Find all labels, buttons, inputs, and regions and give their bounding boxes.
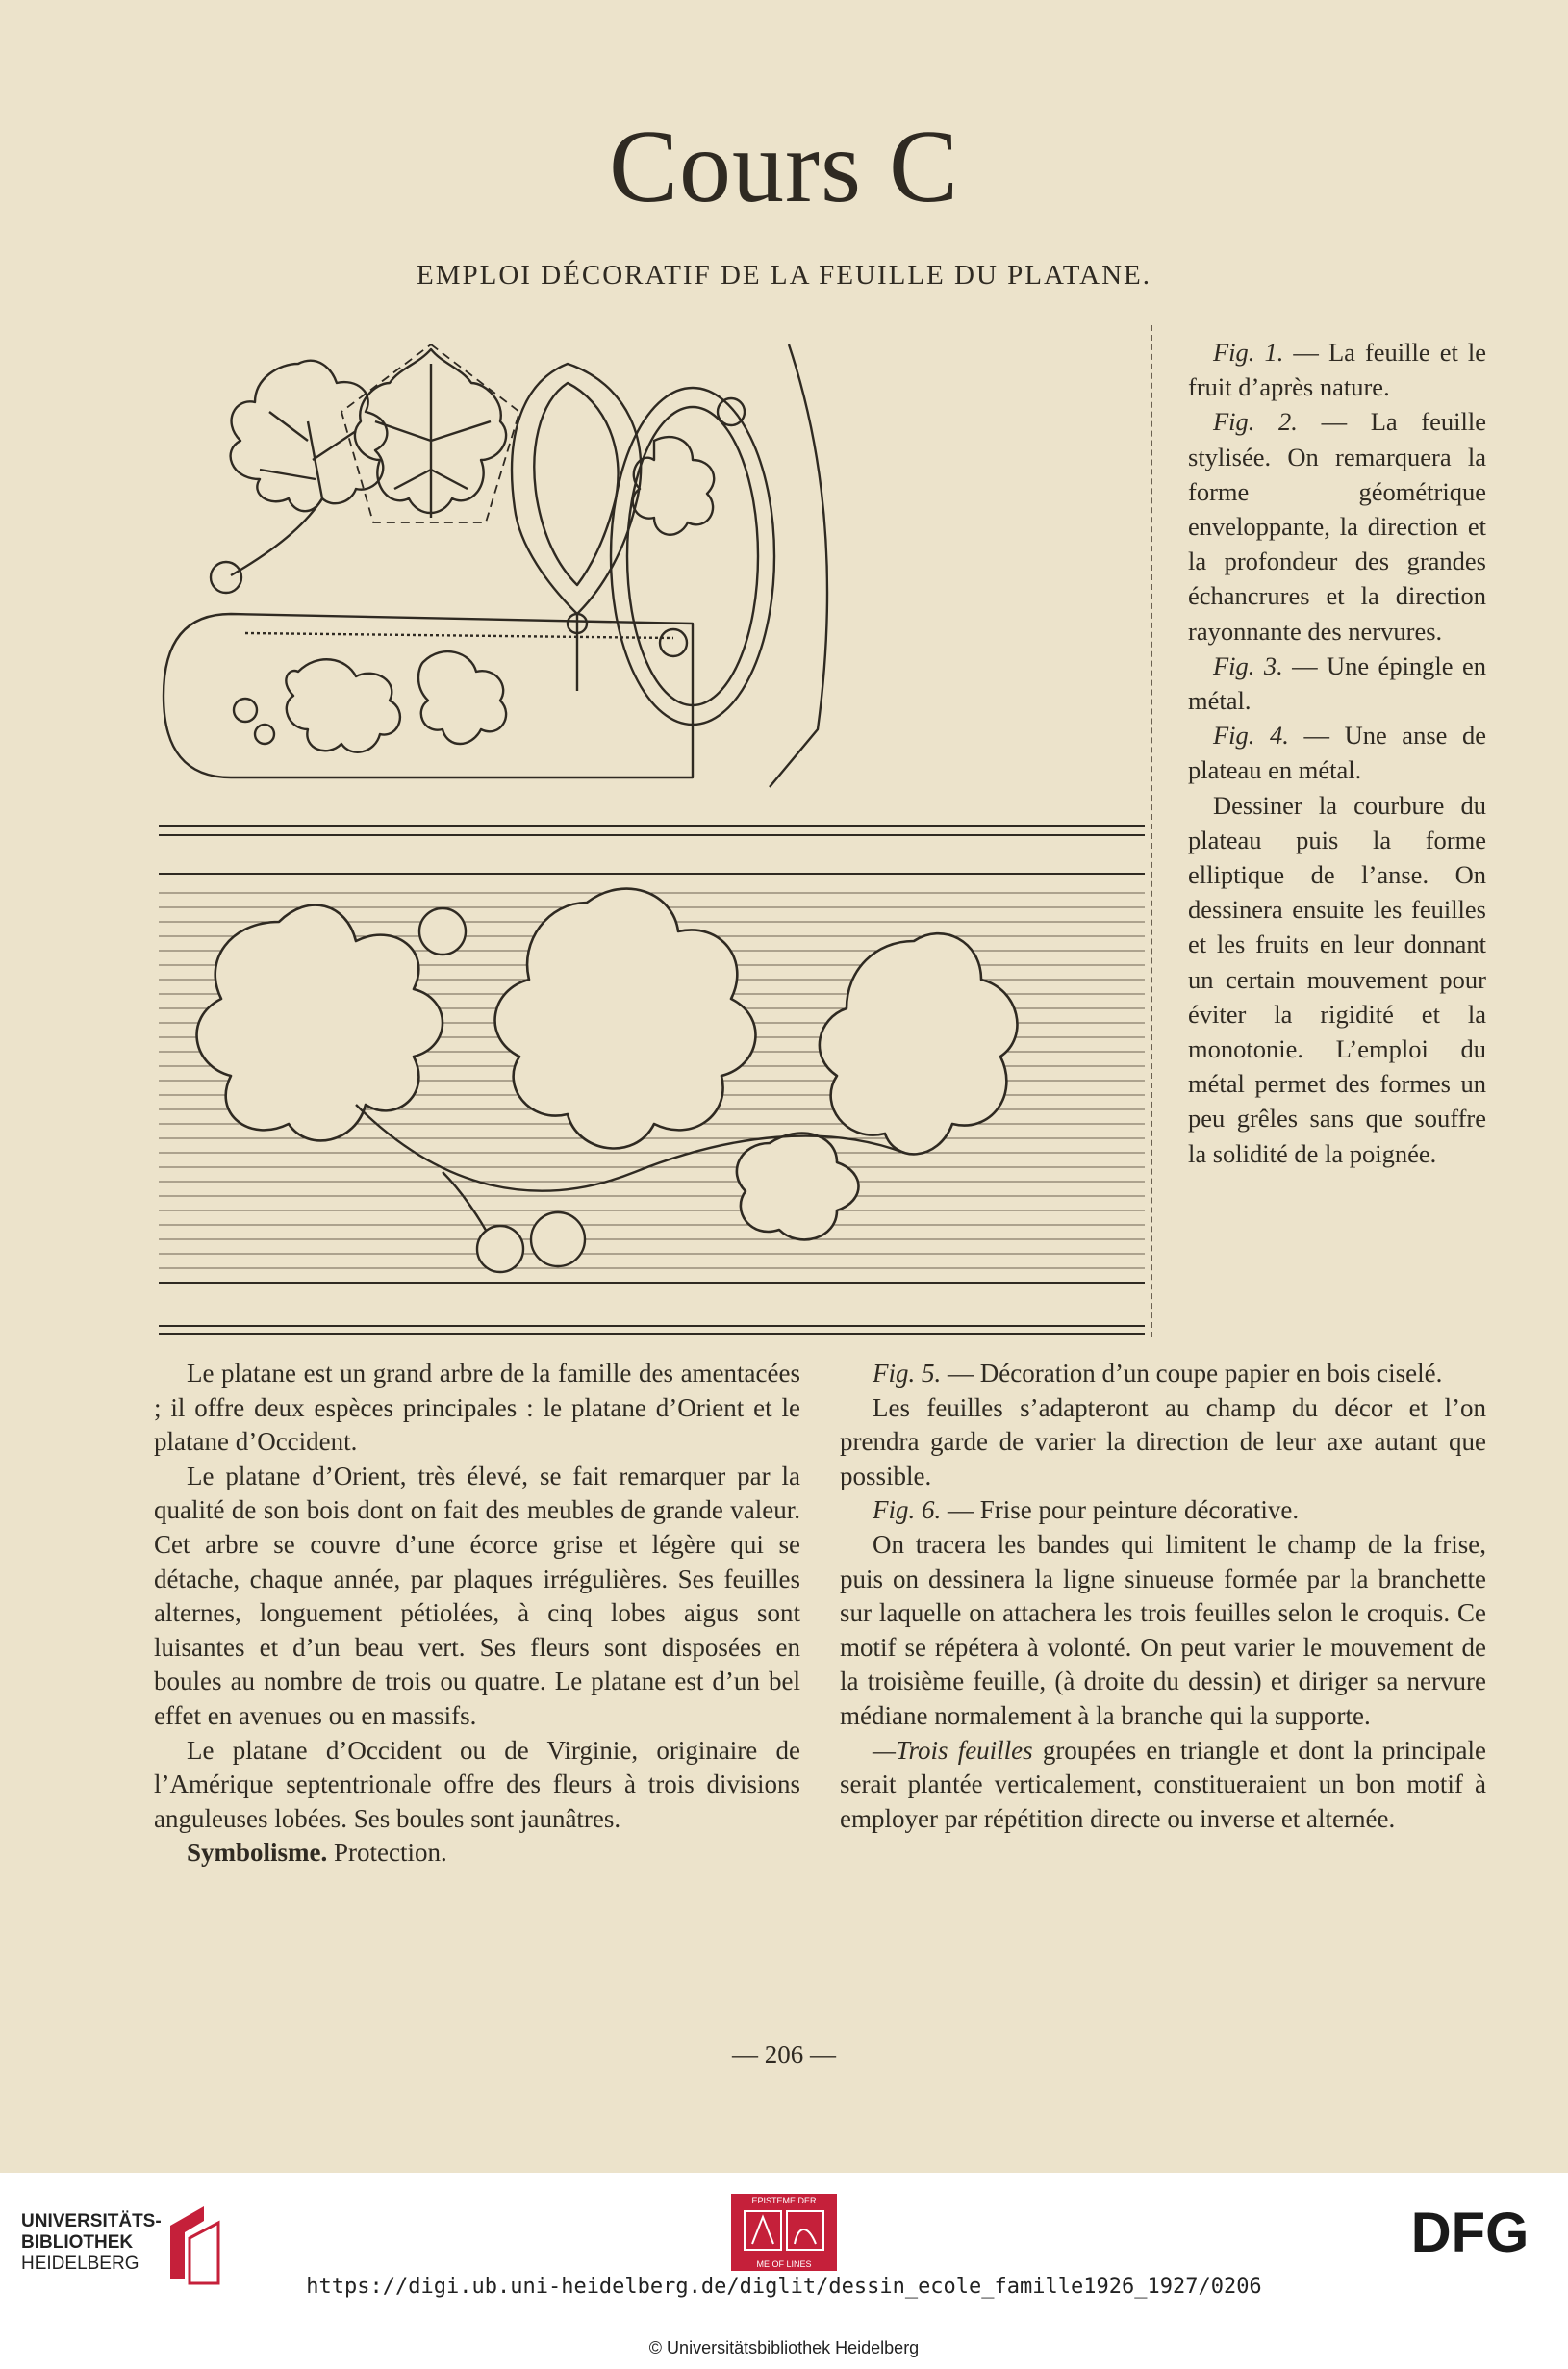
frieze-leaves xyxy=(197,889,1018,1240)
paragraph: Les feuilles s’adapteront au champ du décor et l’on prendra garde de varier la direction de leur axe autant que possible. xyxy=(840,1392,1486,1490)
paragraph: Fig. 6. — Frise pour peinture décorative. xyxy=(873,1495,1300,1525)
caption-fig3: Fig. 3. — Une épingle en métal. xyxy=(1188,650,1486,716)
fig2-stylised-leaf xyxy=(341,344,519,522)
symbolism-line xyxy=(154,1836,800,1871)
column-separator xyxy=(1151,325,1152,1337)
paragraph: —Trois feuilles groupées en triangle et dont la principale serait plantée verticalement, constitueraient un bon motif à employer par répétition directe ou inverse et alternée. xyxy=(840,1735,1486,1833)
right-text-column xyxy=(840,1357,1486,1836)
page-number: — 206 — xyxy=(732,2040,836,2069)
caption-fig1: Fig. 1. — La feuille et le fruit d’après nature. xyxy=(1188,338,1486,402)
figure-captions xyxy=(1188,335,1486,1171)
viewer-footer xyxy=(0,2173,1568,2369)
caption-fig4: Fig. 4. — Une anse de plateau en métal. xyxy=(1188,721,1486,785)
paragraph: Le platane est un grand arbre de la famille des amentacées ; il offre deux espèces principales : le platane d’Orient et le platane d’Occident. xyxy=(154,1359,800,1457)
page-url-link[interactable]: https://digi.ub.uni-heidelberg.de/diglit/dessin_ecole_famille1926_1927/0206 xyxy=(306,2275,1262,2299)
paragraph: On tracera les bandes qui limitent le champ de la frise, puis on dessinera la ligne sinueuse formée par la branchette sur laquelle on attachera les trois feuilles selon le croquis. Ce motif se répétera à volonté. On peut varier le mouvement de la troisième feuille, (à droite du dessin) et diriger sa nervure médiane normalement à la branche qui la supporte. xyxy=(840,1529,1486,1730)
paragraph: Le platane d’Orient, très élevé, se fait remarquer par la qualité de son bois dont on fait des meubles de grande valeur. Cet arbre se couvre d’une écorce grise et légère qui se détache, chaque année, par plaques irrégulières. Ses feuilles alternes, longuement pétiolées, à cinq lobes aigus sont luisantes et d’un beau vert. Ses fleurs sont disposées en boules au nombre de trois ou quatre. Le platane est d’un bel effet en avenues ou en massifs. xyxy=(154,1461,800,1730)
caption-fig2: Fig. 2. — La feuille stylisée. On remarquera la forme géométrique enveloppante, la direction et la profondeur des grandes échancrures et la direction rayonnante des nervures. xyxy=(1188,407,1486,646)
fig1-natural-leaf xyxy=(211,361,387,593)
library-name: UNIVERSITÄTS- BIBLIOTHEK HEIDELBERG xyxy=(21,2211,162,2274)
svg-text:DFG: DFG xyxy=(1410,2202,1530,2261)
paragraph: Fig. 5. — Décoration d’un coupe papier en bois ciselé. xyxy=(873,1359,1443,1388)
copyright-notice: © Universitätsbibliothek Heidelberg xyxy=(648,2338,920,2357)
fig5-paper-knife xyxy=(164,614,693,777)
symbolism-label: Symbolisme. xyxy=(187,1838,328,1868)
episteme-logo[interactable]: EPISTEME DER ME OF LINES xyxy=(731,2194,837,2271)
left-text-column xyxy=(154,1357,800,1871)
fig4-tray-handle xyxy=(611,344,827,787)
episteme-emblem-icon xyxy=(731,2205,837,2258)
caption-fig4-instructions: Dessiner la courbure du plateau puis la forme elliptique de l’anse. On dessinera ensuite les feuilles et les fruits en leur donnant un certain mouvement pour éviter la rigidité et la monotonie. L’emploi du métal permet des formes un peu grêles sans que souffre la solidité de la poignée. xyxy=(1188,790,1486,1168)
dfg-logo[interactable] xyxy=(1393,2202,1547,2261)
paragraph: Le platane d’Occident ou de Virginie, originaire de l’Amérique septentrionale offre des fleurs à trois divisions anguleuses lobées. Ses boules sont jaunâtres. xyxy=(154,1735,800,1833)
page-subtitle: EMPLOI DÉCORATIF DE LA FEUILLE DU PLATANE. xyxy=(417,260,1151,291)
page-title: Cours C xyxy=(608,110,960,224)
symbolism-text: Protection. xyxy=(327,1838,447,1868)
leaf-illustrations xyxy=(154,325,1154,1336)
